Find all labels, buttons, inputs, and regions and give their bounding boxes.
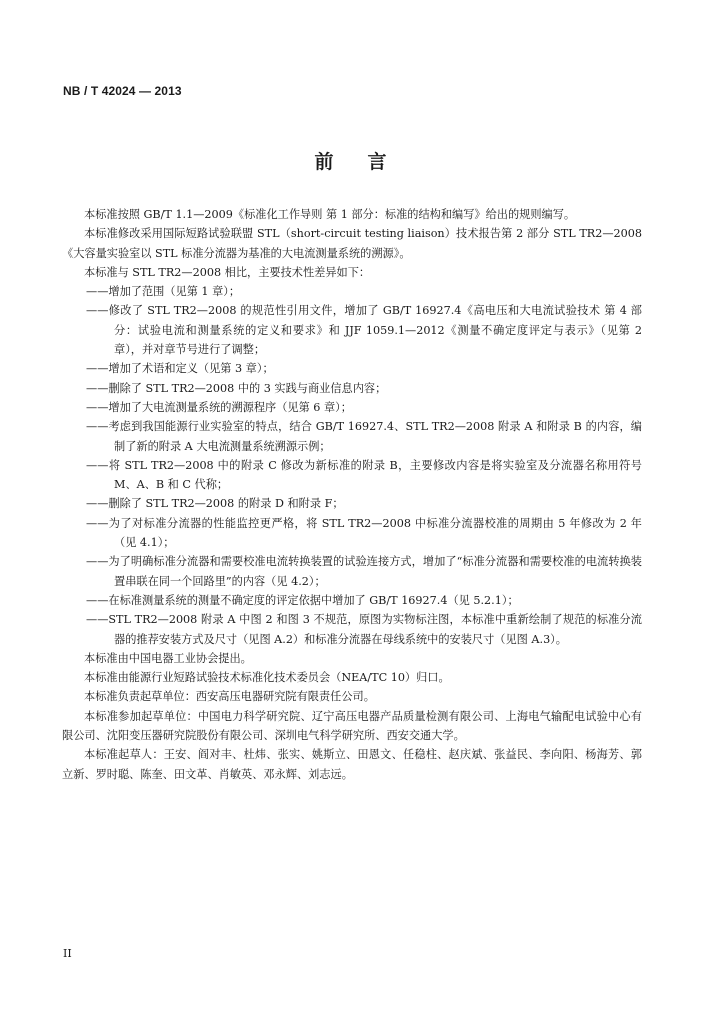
difference-item: ——删除了 STL TR2—2008 的附录 D 和附录 F； — [86, 497, 344, 511]
page-number: II — [63, 947, 72, 960]
difference-item: ——增加了大电流测量系统的溯源程序（见第 6 章）； — [86, 400, 352, 414]
difference-item: ——将 STL TR2—2008 中的附录 C 修改为新标准的附录 B，主要修改内容是将实验室及分流器名称用符号 M、A、B 和 C 代称； — [86, 458, 642, 492]
paragraph: 本标准起草人：王安、阎对丰、杜炜、张实、姚斯立、田恩文、任稳柱、赵庆斌、张益民、李向阳、杨海芳、郭立新、罗时聪、陈奎、田文革、肖敏英、邓永辉、刘志远。 — [62, 748, 642, 781]
difference-item: ——为了明确标准分流器和需要校准电流转换装置的试验连接方式，增加了“标准分流器和需要校准的电流转换装置串联在同一个回路里”的内容（见 4.2）； — [86, 555, 642, 588]
paragraph: 本标准与 STL TR2—2008 相比，主要技术性差异如下： — [84, 265, 371, 279]
paragraph: 本标准负责起草单位：西安高压电器研究院有限责任公司。 — [84, 690, 375, 704]
difference-item: ——在标准测量系统的测量不确定度的评定依据中增加了 GB/T 16927.4（见 5.2.1）； — [86, 593, 519, 607]
difference-item: ——增加了术语和定义（见第 3 章）； — [86, 362, 274, 376]
paragraph: 本标准由能源行业短路试验技术标准化技术委员会（NEA/TC 10）归口。 — [84, 671, 450, 685]
paragraph: 本标准修改采用国际短路试验联盟 STL（short-circuit testing liaison）技术报告第 2 部分 STL TR2—2008《大容量实验室以 STL 标准分流器为基准的大电流测量系统的溯源》。 — [62, 227, 642, 260]
paragraph: 本标准由中国电器工业协会提出。 — [84, 651, 252, 665]
paragraph: 本标准按照 GB/T 1.1—2009《标准化工作导则 第 1 部分：标准的结构和编写》给出的规则编写。 — [84, 208, 576, 221]
difference-item: ——删除了 STL TR2—2008 中的 3 实践与商业信息内容； — [86, 381, 387, 395]
difference-item: ——考虑到我国能源行业实验室的特点，结合 GB/T 16927.4、STL TR2—2008 附录 A 和附录 B 的内容，编制了新的附录 A 大电流测量系统溯源示例； — [86, 420, 642, 453]
document-body — [62, 205, 642, 784]
standard-number: NB / T 42024 — 2013 — [63, 84, 182, 98]
difference-item: ——为了对标准分流器的性能监控更严格，将 STL TR2—2008 中标准分流器校准的周期由 5 年修改为 2 年（见 4.1）； — [86, 516, 642, 550]
difference-item: ——修改了 STL TR2—2008 的规范性引用文件，增加了 GB/T 16927.4《高电压和大电流试验技术 第 4 部分：试验电流和测量系统的定义和要求》和 JJF 1059.1—2012《测量不确定度评定与表示》（见第 2 章），并对章节号进行了调整； — [86, 304, 642, 357]
difference-item: ——STL TR2—2008 附录 A 中图 2 和图 3 不规范，原图为实物标注图，本标准中重新绘制了规范的标准分流器的推荐安装方式及尺寸（见图 A.2）和标准分流器在母线系统中的安装尺寸（见图 A.3）。 — [86, 613, 642, 646]
paragraph: 本标准参加起草单位：中国电力科学研究院、辽宁高压电器产品质量检测有限公司、上海电气输配电试验中心有限公司、沈阳变压器研究院股份有限公司、深圳电气科学研究所、西安交通大学。 — [62, 709, 642, 743]
page-title: 前言 — [314, 151, 421, 173]
difference-item: ——增加了范围（见第 1 章）； — [86, 285, 241, 299]
